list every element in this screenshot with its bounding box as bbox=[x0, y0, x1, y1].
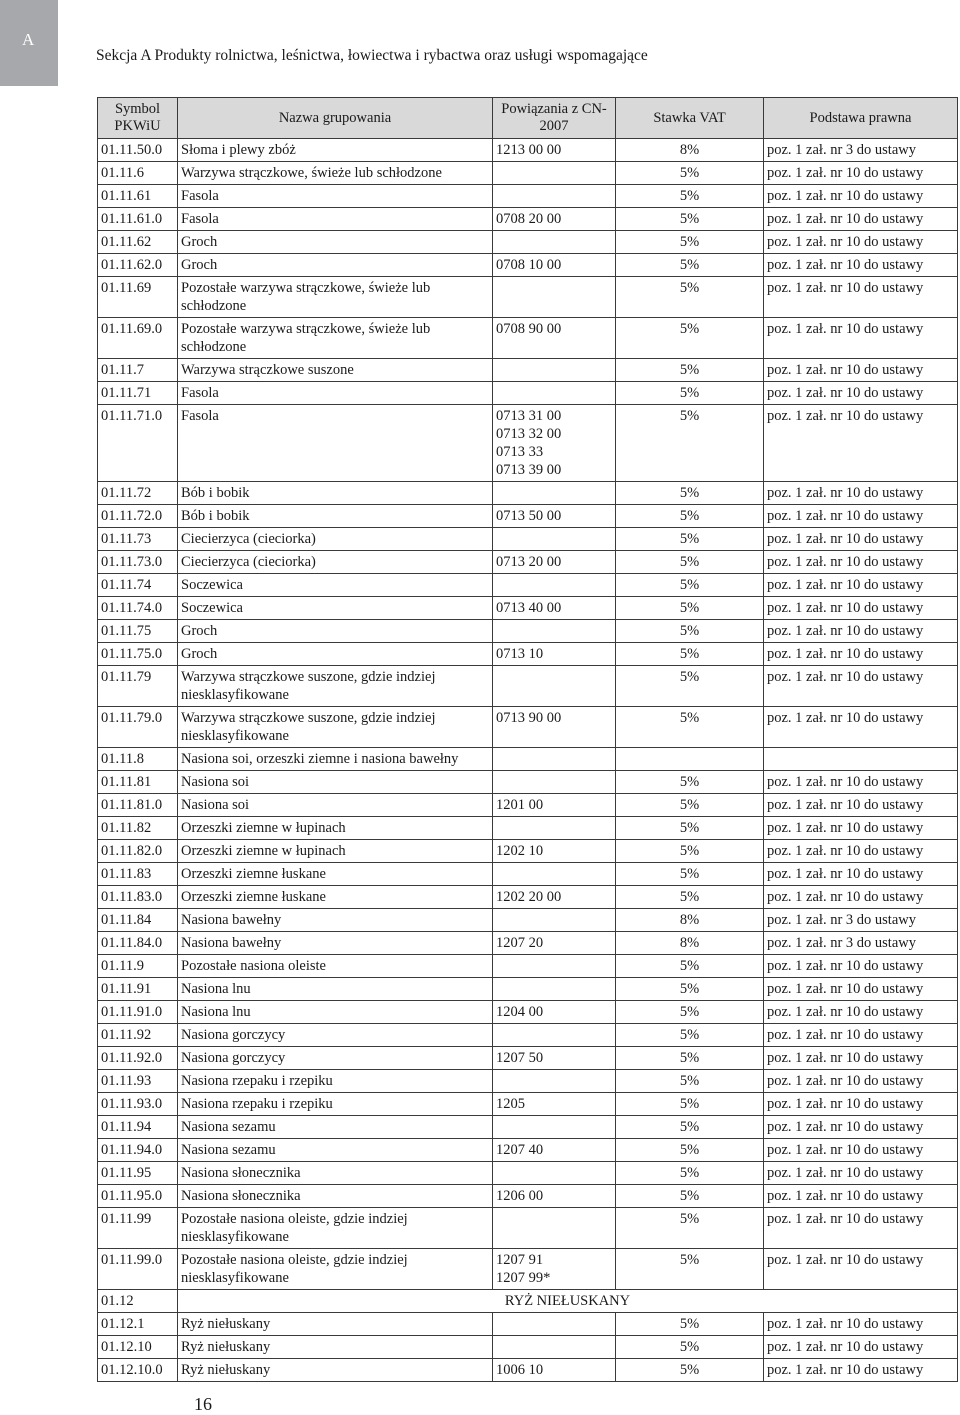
table-row bbox=[98, 643, 958, 666]
cell-legal: poz. 1 zał. nr 10 do ustawy bbox=[764, 208, 958, 231]
cell-cn bbox=[493, 359, 616, 382]
cell-name: Pozostałe nasiona oleiste bbox=[178, 955, 493, 978]
cell-legal: poz. 1 zał. nr 10 do ustawy bbox=[764, 955, 958, 978]
table-row bbox=[98, 359, 958, 382]
table-row bbox=[98, 1093, 958, 1116]
cell-cn bbox=[493, 231, 616, 254]
cell-symbol: 01.11.75.0 bbox=[98, 643, 178, 666]
cell-vat: 5% bbox=[616, 978, 764, 1001]
cell-legal: poz. 1 zał. nr 10 do ustawy bbox=[764, 185, 958, 208]
cell-cn: 0713 10 bbox=[493, 643, 616, 666]
table-row bbox=[98, 162, 958, 185]
cell-symbol: 01.11.61.0 bbox=[98, 208, 178, 231]
cell-cn bbox=[493, 1024, 616, 1047]
cell-legal: poz. 1 zał. nr 10 do ustawy bbox=[764, 231, 958, 254]
cell-cn bbox=[493, 528, 616, 551]
cell-vat: 5% bbox=[616, 1185, 764, 1208]
cell-vat: 5% bbox=[616, 162, 764, 185]
cell-legal: poz. 1 zał. nr 10 do ustawy bbox=[764, 771, 958, 794]
cell-vat: 5% bbox=[616, 840, 764, 863]
cell-vat: 5% bbox=[616, 208, 764, 231]
section-tab-letter: A bbox=[22, 30, 35, 49]
cell-symbol: 01.11.93.0 bbox=[98, 1093, 178, 1116]
cell-symbol: 01.11.81 bbox=[98, 771, 178, 794]
cell-cn: 1201 00 bbox=[493, 794, 616, 817]
cell-legal: poz. 1 zał. nr 10 do ustawy bbox=[764, 505, 958, 528]
cell-symbol: 01.11.8 bbox=[98, 748, 178, 771]
cell-vat: 5% bbox=[616, 643, 764, 666]
cell-name: Warzywa strączkowe suszone, gdzie indziej niesklasyfikowane bbox=[178, 707, 493, 748]
cell-symbol: 01.11.95.0 bbox=[98, 1185, 178, 1208]
cell-symbol: 01.11.6 bbox=[98, 162, 178, 185]
table-row bbox=[98, 405, 958, 482]
cell-symbol: 01.11.95 bbox=[98, 1162, 178, 1185]
cell-name: Nasiona sezamu bbox=[178, 1139, 493, 1162]
cell-vat: 5% bbox=[616, 551, 764, 574]
cell-symbol: 01.11.74.0 bbox=[98, 597, 178, 620]
table-row bbox=[98, 1139, 958, 1162]
cell-vat: 5% bbox=[616, 359, 764, 382]
cell-legal: poz. 1 zał. nr 10 do ustawy bbox=[764, 817, 958, 840]
cell-cn bbox=[493, 1116, 616, 1139]
table-row bbox=[98, 1001, 958, 1024]
cell-vat bbox=[616, 748, 764, 771]
table-row bbox=[98, 932, 958, 955]
cell-legal: poz. 1 zał. nr 10 do ustawy bbox=[764, 574, 958, 597]
cell-symbol: 01.11.62.0 bbox=[98, 254, 178, 277]
cell-name: Pozostałe warzywa strączkowe, świeże lub schłodzone bbox=[178, 277, 493, 318]
table-row bbox=[98, 139, 958, 162]
cell-cn: 0713 40 00 bbox=[493, 597, 616, 620]
table-row bbox=[98, 1047, 958, 1070]
cell-legal: poz. 1 zał. nr 3 do ustawy bbox=[764, 139, 958, 162]
cell-name: Orzeszki ziemne łuskane bbox=[178, 863, 493, 886]
cell-symbol: 01.11.82.0 bbox=[98, 840, 178, 863]
cell-cn: 1207 91 1207 99* bbox=[493, 1249, 616, 1290]
cell-symbol: 01.11.99.0 bbox=[98, 1249, 178, 1290]
cell-legal: poz. 1 zał. nr 10 do ustawy bbox=[764, 666, 958, 707]
cell-vat: 5% bbox=[616, 817, 764, 840]
cell-vat: 5% bbox=[616, 666, 764, 707]
cell-name: Nasiona gorczycy bbox=[178, 1024, 493, 1047]
cell-legal: poz. 1 zał. nr 10 do ustawy bbox=[764, 1093, 958, 1116]
cell-name: Fasola bbox=[178, 208, 493, 231]
cell-legal: poz. 1 zał. nr 10 do ustawy bbox=[764, 551, 958, 574]
cell-vat: 5% bbox=[616, 707, 764, 748]
cell-vat: 5% bbox=[616, 1313, 764, 1336]
table-row bbox=[98, 528, 958, 551]
cell-legal: poz. 1 zał. nr 10 do ustawy bbox=[764, 1139, 958, 1162]
cell-legal: poz. 1 zał. nr 10 do ustawy bbox=[764, 277, 958, 318]
cell-cn: 1006 10 bbox=[493, 1359, 616, 1382]
table-row bbox=[98, 1359, 958, 1382]
cell-name: Pozostałe warzywa strączkowe, świeże lub schłodzone bbox=[178, 318, 493, 359]
section-tab bbox=[0, 0, 58, 86]
table-row bbox=[98, 1249, 958, 1290]
cell-vat: 5% bbox=[616, 528, 764, 551]
cell-vat: 5% bbox=[616, 1047, 764, 1070]
cell-vat: 5% bbox=[616, 277, 764, 318]
page-number: 16 bbox=[194, 1394, 212, 1414]
cell-name: Ryż niełuskany bbox=[178, 1336, 493, 1359]
table-row bbox=[98, 1208, 958, 1249]
cell-legal: poz. 1 zał. nr 10 do ustawy bbox=[764, 1024, 958, 1047]
cell-vat: 5% bbox=[616, 771, 764, 794]
cell-legal: poz. 1 zał. nr 10 do ustawy bbox=[764, 863, 958, 886]
cell-symbol: 01.11.72 bbox=[98, 482, 178, 505]
cell-name: Nasiona bawełny bbox=[178, 909, 493, 932]
cell-symbol: 01.11.73 bbox=[98, 528, 178, 551]
cell-symbol: 01.11.71.0 bbox=[98, 405, 178, 482]
table-row bbox=[98, 1313, 958, 1336]
cell-symbol: 01.12 bbox=[98, 1290, 178, 1313]
cell-symbol: 01.11.82 bbox=[98, 817, 178, 840]
cell-legal: poz. 1 zał. nr 10 do ustawy bbox=[764, 794, 958, 817]
cell-name: Warzywa strączkowe suszone bbox=[178, 359, 493, 382]
cell-cn bbox=[493, 277, 616, 318]
table-row bbox=[98, 955, 958, 978]
table-row bbox=[98, 551, 958, 574]
cell-name: Bób i bobik bbox=[178, 505, 493, 528]
cell-name: Groch bbox=[178, 254, 493, 277]
cell-cn: 0708 90 00 bbox=[493, 318, 616, 359]
cell-legal: poz. 1 zał. nr 10 do ustawy bbox=[764, 1070, 958, 1093]
table-row bbox=[98, 817, 958, 840]
cell-name: Nasiona lnu bbox=[178, 1001, 493, 1024]
table-row bbox=[98, 1185, 958, 1208]
cell-name: Nasiona soi, orzeszki ziemne i nasiona bawełny bbox=[178, 748, 493, 771]
cell-symbol: 01.12.10 bbox=[98, 1336, 178, 1359]
cell-symbol: 01.11.84 bbox=[98, 909, 178, 932]
cell-name: Fasola bbox=[178, 185, 493, 208]
cell-name: Bób i bobik bbox=[178, 482, 493, 505]
cell-name: Orzeszki ziemne w łupinach bbox=[178, 817, 493, 840]
cell-vat: 5% bbox=[616, 1249, 764, 1290]
cell-legal: poz. 1 zał. nr 10 do ustawy bbox=[764, 707, 958, 748]
cell-cn: 1205 bbox=[493, 1093, 616, 1116]
cell-symbol: 01.11.94.0 bbox=[98, 1139, 178, 1162]
cell-cn bbox=[493, 162, 616, 185]
cell-symbol: 01.11.91 bbox=[98, 978, 178, 1001]
cell-vat: 5% bbox=[616, 231, 764, 254]
cell-symbol: 01.11.9 bbox=[98, 955, 178, 978]
header-vat: Stawka VAT bbox=[616, 98, 764, 139]
cell-vat: 5% bbox=[616, 1116, 764, 1139]
table-row bbox=[98, 208, 958, 231]
cell-vat: 5% bbox=[616, 597, 764, 620]
cell-name: Ryż niełuskany bbox=[178, 1359, 493, 1382]
cell-vat: 5% bbox=[616, 620, 764, 643]
cell-cn bbox=[493, 1208, 616, 1249]
cell-name: Fasola bbox=[178, 382, 493, 405]
cell-cn: 1213 00 00 bbox=[493, 139, 616, 162]
cell-group-title: RYŻ NIEŁUSKANY bbox=[178, 1290, 958, 1313]
cell-cn: 0708 10 00 bbox=[493, 254, 616, 277]
cell-name: Nasiona słonecznika bbox=[178, 1162, 493, 1185]
cell-legal: poz. 1 zał. nr 10 do ustawy bbox=[764, 254, 958, 277]
cell-cn: 0708 20 00 bbox=[493, 208, 616, 231]
cell-vat: 5% bbox=[616, 1093, 764, 1116]
cell-name: Nasiona gorczycy bbox=[178, 1047, 493, 1070]
cell-cn: 1206 00 bbox=[493, 1185, 616, 1208]
cell-cn bbox=[493, 185, 616, 208]
header-cn: Powiązania z CN-2007 bbox=[493, 98, 616, 139]
section-title: Sekcja A Produkty rolnictwa, leśnictwa, łowiectwa i rybactwa oraz usługi wspomagające bbox=[96, 47, 648, 64]
cell-vat: 5% bbox=[616, 863, 764, 886]
cell-cn: 1207 20 bbox=[493, 932, 616, 955]
cell-cn bbox=[493, 817, 616, 840]
cell-vat: 5% bbox=[616, 1001, 764, 1024]
table-body bbox=[98, 139, 958, 1382]
cell-legal: poz. 1 zał. nr 10 do ustawy bbox=[764, 1336, 958, 1359]
cell-cn: 0713 31 00 0713 32 00 0713 33 0713 39 00 bbox=[493, 405, 616, 482]
cell-cn bbox=[493, 1070, 616, 1093]
cell-symbol: 01.11.74 bbox=[98, 574, 178, 597]
cell-vat: 5% bbox=[616, 955, 764, 978]
cell-legal: poz. 1 zał. nr 10 do ustawy bbox=[764, 840, 958, 863]
cell-name: Nasiona soi bbox=[178, 794, 493, 817]
cell-symbol: 01.11.79 bbox=[98, 666, 178, 707]
cell-symbol: 01.11.81.0 bbox=[98, 794, 178, 817]
cell-name: Pozostałe nasiona oleiste, gdzie indziej niesklasyfikowane bbox=[178, 1208, 493, 1249]
vat-table bbox=[97, 97, 958, 1382]
cell-vat: 5% bbox=[616, 382, 764, 405]
table-row bbox=[98, 1116, 958, 1139]
cell-cn bbox=[493, 482, 616, 505]
cell-name: Słoma i plewy zbóż bbox=[178, 139, 493, 162]
cell-vat: 8% bbox=[616, 909, 764, 932]
cell-symbol: 01.11.92.0 bbox=[98, 1047, 178, 1070]
cell-name: Ciecierzyca (cieciorka) bbox=[178, 528, 493, 551]
cell-name: Pozostałe nasiona oleiste, gdzie indziej niesklasyfikowane bbox=[178, 1249, 493, 1290]
cell-symbol: 01.11.69 bbox=[98, 277, 178, 318]
cell-legal: poz. 1 zał. nr 10 do ustawy bbox=[764, 162, 958, 185]
cell-legal: poz. 1 zał. nr 10 do ustawy bbox=[764, 1116, 958, 1139]
cell-name: Warzywa strączkowe, świeże lub schłodzone bbox=[178, 162, 493, 185]
table-row bbox=[98, 1024, 958, 1047]
table-row bbox=[98, 1290, 958, 1313]
cell-symbol: 01.11.7 bbox=[98, 359, 178, 382]
header-legal: Podstawa prawna bbox=[764, 98, 958, 139]
cell-cn: 0713 90 00 bbox=[493, 707, 616, 748]
cell-vat: 5% bbox=[616, 254, 764, 277]
cell-vat: 5% bbox=[616, 1162, 764, 1185]
cell-symbol: 01.11.84.0 bbox=[98, 932, 178, 955]
cell-cn: 1207 50 bbox=[493, 1047, 616, 1070]
cell-name: Soczewica bbox=[178, 597, 493, 620]
cell-symbol: 01.11.72.0 bbox=[98, 505, 178, 528]
cell-name: Nasiona bawełny bbox=[178, 932, 493, 955]
cell-legal: poz. 1 zał. nr 10 do ustawy bbox=[764, 886, 958, 909]
table-row bbox=[98, 574, 958, 597]
cell-name: Orzeszki ziemne łuskane bbox=[178, 886, 493, 909]
cell-cn: 1202 10 bbox=[493, 840, 616, 863]
cell-symbol: 01.11.75 bbox=[98, 620, 178, 643]
cell-legal: poz. 1 zał. nr 10 do ustawy bbox=[764, 1047, 958, 1070]
cell-legal: poz. 1 zał. nr 10 do ustawy bbox=[764, 482, 958, 505]
cell-cn bbox=[493, 748, 616, 771]
cell-name: Nasiona rzepaku i rzepiku bbox=[178, 1070, 493, 1093]
cell-symbol: 01.11.83.0 bbox=[98, 886, 178, 909]
cell-symbol: 01.11.83 bbox=[98, 863, 178, 886]
cell-legal: poz. 1 zał. nr 10 do ustawy bbox=[764, 405, 958, 482]
table-row bbox=[98, 666, 958, 707]
table-row bbox=[98, 840, 958, 863]
table-header-row bbox=[98, 98, 958, 139]
cell-legal: poz. 1 zał. nr 10 do ustawy bbox=[764, 1359, 958, 1382]
cell-legal: poz. 1 zał. nr 10 do ustawy bbox=[764, 382, 958, 405]
cell-cn bbox=[493, 1162, 616, 1185]
cell-cn: 1202 20 00 bbox=[493, 886, 616, 909]
table-row bbox=[98, 1070, 958, 1093]
cell-vat: 5% bbox=[616, 482, 764, 505]
table-row bbox=[98, 707, 958, 748]
cell-cn: 0713 50 00 bbox=[493, 505, 616, 528]
cell-cn bbox=[493, 771, 616, 794]
cell-vat: 5% bbox=[616, 405, 764, 482]
table-row bbox=[98, 794, 958, 817]
cell-legal: poz. 1 zał. nr 10 do ustawy bbox=[764, 1185, 958, 1208]
table-row bbox=[98, 886, 958, 909]
cell-vat: 5% bbox=[616, 886, 764, 909]
cell-vat: 5% bbox=[616, 505, 764, 528]
cell-vat: 5% bbox=[616, 1359, 764, 1382]
table-row bbox=[98, 620, 958, 643]
cell-cn bbox=[493, 574, 616, 597]
cell-name: Nasiona soi bbox=[178, 771, 493, 794]
cell-cn: 1207 40 bbox=[493, 1139, 616, 1162]
cell-name: Groch bbox=[178, 231, 493, 254]
cell-name: Fasola bbox=[178, 405, 493, 482]
cell-legal: poz. 1 zał. nr 10 do ustawy bbox=[764, 359, 958, 382]
cell-cn bbox=[493, 620, 616, 643]
cell-legal: poz. 1 zał. nr 3 do ustawy bbox=[764, 932, 958, 955]
cell-legal bbox=[764, 748, 958, 771]
table-row bbox=[98, 978, 958, 1001]
table-row bbox=[98, 771, 958, 794]
header-name: Nazwa grupowania bbox=[178, 98, 493, 139]
table-row bbox=[98, 231, 958, 254]
table-row bbox=[98, 1336, 958, 1359]
cell-symbol: 01.11.91.0 bbox=[98, 1001, 178, 1024]
cell-vat: 5% bbox=[616, 1070, 764, 1093]
cell-symbol: 01.11.71 bbox=[98, 382, 178, 405]
table-row bbox=[98, 254, 958, 277]
cell-legal: poz. 1 zał. nr 10 do ustawy bbox=[764, 528, 958, 551]
cell-name: Nasiona rzepaku i rzepiku bbox=[178, 1093, 493, 1116]
table-row bbox=[98, 909, 958, 932]
cell-vat: 5% bbox=[616, 1208, 764, 1249]
cell-cn bbox=[493, 1313, 616, 1336]
table-row bbox=[98, 482, 958, 505]
cell-legal: poz. 1 zał. nr 10 do ustawy bbox=[764, 1001, 958, 1024]
cell-legal: poz. 1 zał. nr 10 do ustawy bbox=[764, 1162, 958, 1185]
cell-symbol: 01.11.94 bbox=[98, 1116, 178, 1139]
cell-name: Soczewica bbox=[178, 574, 493, 597]
cell-name: Nasiona słonecznika bbox=[178, 1185, 493, 1208]
cell-vat: 8% bbox=[616, 932, 764, 955]
cell-symbol: 01.12.1 bbox=[98, 1313, 178, 1336]
table-row bbox=[98, 505, 958, 528]
cell-symbol: 01.11.73.0 bbox=[98, 551, 178, 574]
cell-symbol: 01.11.79.0 bbox=[98, 707, 178, 748]
cell-symbol: 01.11.61 bbox=[98, 185, 178, 208]
cell-legal: poz. 1 zał. nr 10 do ustawy bbox=[764, 597, 958, 620]
cell-name: Nasiona lnu bbox=[178, 978, 493, 1001]
cell-symbol: 01.11.92 bbox=[98, 1024, 178, 1047]
cell-cn bbox=[493, 382, 616, 405]
cell-cn bbox=[493, 955, 616, 978]
cell-cn: 1204 00 bbox=[493, 1001, 616, 1024]
cell-name: Groch bbox=[178, 620, 493, 643]
table-row bbox=[98, 748, 958, 771]
cell-name: Ciecierzyca (cieciorka) bbox=[178, 551, 493, 574]
cell-legal: poz. 1 zał. nr 10 do ustawy bbox=[764, 1249, 958, 1290]
cell-vat: 5% bbox=[616, 1139, 764, 1162]
cell-legal: poz. 1 zał. nr 10 do ustawy bbox=[764, 643, 958, 666]
cell-legal: poz. 1 zał. nr 10 do ustawy bbox=[764, 978, 958, 1001]
header-symbol: Symbol PKWiU bbox=[98, 98, 178, 139]
cell-cn: 0713 20 00 bbox=[493, 551, 616, 574]
cell-cn bbox=[493, 909, 616, 932]
cell-vat: 5% bbox=[616, 318, 764, 359]
cell-cn bbox=[493, 863, 616, 886]
cell-cn bbox=[493, 666, 616, 707]
cell-name: Warzywa strączkowe suszone, gdzie indziej niesklasyfikowane bbox=[178, 666, 493, 707]
cell-name: Groch bbox=[178, 643, 493, 666]
table-row bbox=[98, 597, 958, 620]
table-row bbox=[98, 277, 958, 318]
cell-vat: 5% bbox=[616, 794, 764, 817]
cell-symbol: 01.11.99 bbox=[98, 1208, 178, 1249]
cell-vat: 8% bbox=[616, 139, 764, 162]
cell-legal: poz. 1 zał. nr 10 do ustawy bbox=[764, 1313, 958, 1336]
cell-symbol: 01.11.62 bbox=[98, 231, 178, 254]
cell-cn bbox=[493, 978, 616, 1001]
cell-legal: poz. 1 zał. nr 10 do ustawy bbox=[764, 318, 958, 359]
table-row bbox=[98, 185, 958, 208]
cell-cn bbox=[493, 1336, 616, 1359]
cell-symbol: 01.11.69.0 bbox=[98, 318, 178, 359]
table-row bbox=[98, 1162, 958, 1185]
cell-vat: 5% bbox=[616, 574, 764, 597]
cell-name: Orzeszki ziemne w łupinach bbox=[178, 840, 493, 863]
cell-symbol: 01.11.93 bbox=[98, 1070, 178, 1093]
table-row bbox=[98, 318, 958, 359]
cell-vat: 5% bbox=[616, 1336, 764, 1359]
cell-symbol: 01.11.50.0 bbox=[98, 139, 178, 162]
cell-legal: poz. 1 zał. nr 10 do ustawy bbox=[764, 620, 958, 643]
cell-legal: poz. 1 zał. nr 10 do ustawy bbox=[764, 1208, 958, 1249]
table-row bbox=[98, 863, 958, 886]
cell-legal: poz. 1 zał. nr 3 do ustawy bbox=[764, 909, 958, 932]
cell-vat: 5% bbox=[616, 185, 764, 208]
cell-name: Nasiona sezamu bbox=[178, 1116, 493, 1139]
cell-name: Ryż niełuskany bbox=[178, 1313, 493, 1336]
cell-vat: 5% bbox=[616, 1024, 764, 1047]
cell-symbol: 01.12.10.0 bbox=[98, 1359, 178, 1382]
table-row bbox=[98, 382, 958, 405]
